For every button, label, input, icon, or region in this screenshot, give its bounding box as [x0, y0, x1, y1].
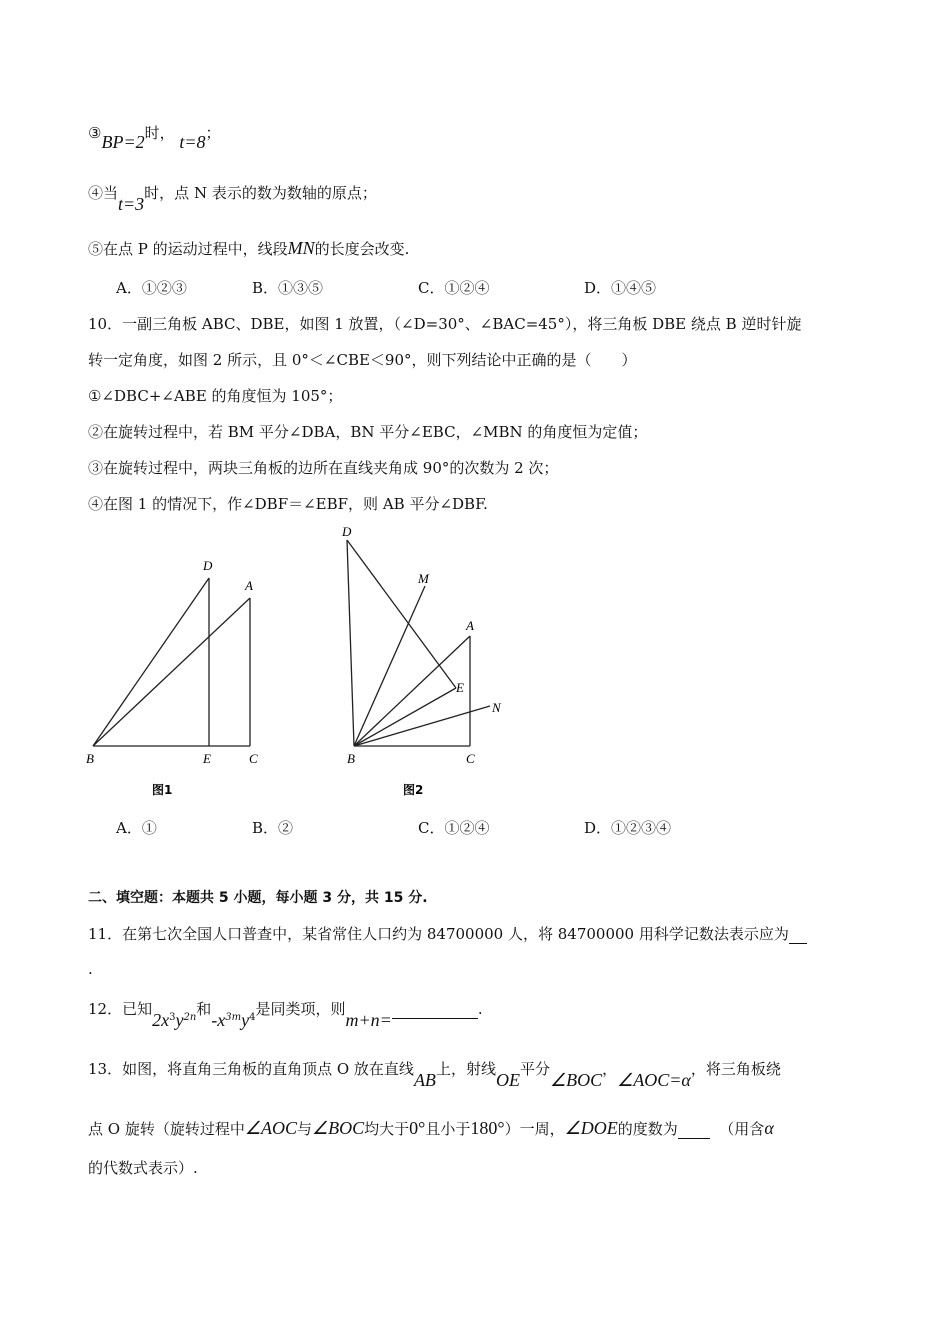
text: 是同类项，则: [255, 1000, 346, 1018]
option-b[interactable]: B．②: [252, 819, 294, 837]
math: ∠AOC: [244, 1118, 297, 1138]
math: t=8: [179, 132, 206, 152]
text: （用含: [719, 1120, 765, 1138]
text: 平分: [519, 1060, 550, 1078]
math: OE: [495, 1070, 520, 1090]
math: ∠BOC: [549, 1070, 603, 1090]
text: 的长度会改变.: [314, 240, 410, 258]
q13-line3: 的代数式表示）.: [88, 1159, 198, 1177]
math: ∠BOC: [312, 1118, 365, 1138]
text: 点 O 旋转（旋转过程中: [88, 1120, 245, 1138]
text: 11．在第七次全国人口普查中，某省常住人口约为 84700000 人，将 84700000 用科学记数法表示应为: [88, 925, 789, 943]
fig2-caption: 图2: [403, 783, 424, 797]
math: t=3: [118, 194, 145, 214]
fig2-label-b: B: [347, 751, 355, 766]
text: ⑤在点 P 的运动过程中，线段: [88, 240, 288, 258]
section-heading: 二、填空题：本题共 5 小题，每小题 3 分，共 15 分.: [88, 890, 428, 906]
math: AB: [413, 1070, 436, 1090]
math: -x: [211, 1010, 226, 1030]
fig2-label-m: M: [418, 571, 429, 586]
fig1-label-e: E: [203, 751, 211, 766]
fig2-label-n: N: [492, 700, 501, 715]
math: 0°: [409, 1118, 426, 1138]
math: 3: [169, 1012, 176, 1023]
option-a[interactable]: A．①②③: [116, 279, 187, 297]
math: 180°: [470, 1118, 505, 1138]
option-d[interactable]: D．①②③④: [584, 819, 672, 837]
math: MN: [287, 238, 315, 258]
math: α: [764, 1118, 774, 1138]
fig1-caption: 图1: [152, 783, 173, 797]
q10-line1: 10．一副三角板 ABC、DBE，如图 1 放置，（∠D=30°、∠BAC=45°），将三角板 DBE 绕点 B 逆时针旋: [88, 315, 802, 333]
text: ）一周，: [504, 1120, 565, 1138]
fig2-label-c: C: [466, 751, 475, 766]
q11-end: .: [88, 960, 93, 978]
math: 3m: [225, 1012, 242, 1023]
text: 的度数为: [617, 1120, 678, 1138]
option-b[interactable]: B．①③⑤: [252, 279, 324, 297]
math: ∠AOC=α: [617, 1070, 691, 1090]
fig2-label-a: A: [466, 618, 474, 633]
text: 12．已知: [88, 1000, 153, 1018]
option-d[interactable]: D．①④⑤: [584, 279, 657, 297]
math: y: [175, 1010, 184, 1030]
q10-statement-1: ①∠DBC+∠ABE 的角度恒为 105°；: [88, 387, 343, 405]
q11: [88, 923, 807, 944]
text: 13．如图，将直角三角板的直角顶点 O 放在直线: [88, 1060, 414, 1078]
fig1-label-b: B: [86, 751, 94, 766]
fig2-label-d: D: [342, 524, 352, 539]
num: ③: [88, 124, 102, 142]
math: y: [241, 1010, 250, 1030]
math: ∠DOE: [564, 1118, 618, 1138]
fig1-label-c: C: [249, 751, 258, 766]
answer-blank[interactable]: [789, 925, 807, 944]
option-c[interactable]: C．①②④: [418, 819, 490, 837]
text: 时，点 N 表示的数为数轴的原点；: [144, 184, 377, 202]
answer-blank[interactable]: [392, 1000, 478, 1019]
q10-statement-2: ②在旋转过程中，若 BM 平分∠DBA，BN 平分∠EBC，∠MBN 的角度恒为定值；: [88, 423, 648, 441]
fig1-label-a: A: [245, 578, 253, 593]
q12: [88, 998, 483, 1030]
text: 且小于: [425, 1120, 471, 1138]
math: m+n=: [345, 1010, 392, 1030]
math: 2x: [152, 1010, 170, 1030]
text: .: [477, 1000, 483, 1018]
text: 均大于: [364, 1120, 410, 1138]
text: ④当: [88, 184, 119, 202]
text: 上，射线: [435, 1060, 496, 1078]
text: 时，: [144, 124, 175, 142]
fig1-label-d: D: [203, 558, 213, 573]
q10-line2: 转一定角度，如图 2 所示，且 0°＜∠CBE＜90°，则下列结论中正确的是（ ）: [88, 351, 637, 369]
math: BP=2: [101, 132, 145, 152]
figure-1-lines: [93, 578, 250, 746]
fig2-label-e: E: [456, 680, 464, 695]
q10-statement-3: ③在旋转过程中，两块三角板的边所在直线夹角成 90°的次数为 2 次；: [88, 459, 559, 477]
q10-statement-4: ④在图 1 的情况下，作∠DBF＝∠EBF，则 AB 平分∠DBF.: [88, 495, 488, 513]
text: 与: [296, 1120, 312, 1138]
math: 4: [249, 1012, 256, 1023]
math: 2n: [183, 1012, 197, 1023]
q13-line1: [88, 1058, 781, 1090]
option-a[interactable]: A．①: [116, 819, 157, 837]
text: ，将三角板绕: [690, 1060, 781, 1078]
answer-blank[interactable]: [678, 1120, 710, 1139]
text: ；: [205, 124, 221, 142]
text: ，: [602, 1060, 618, 1078]
option-c[interactable]: C．①②④: [418, 279, 490, 297]
text: 和: [196, 1000, 212, 1018]
q13-line2: [88, 1118, 774, 1139]
